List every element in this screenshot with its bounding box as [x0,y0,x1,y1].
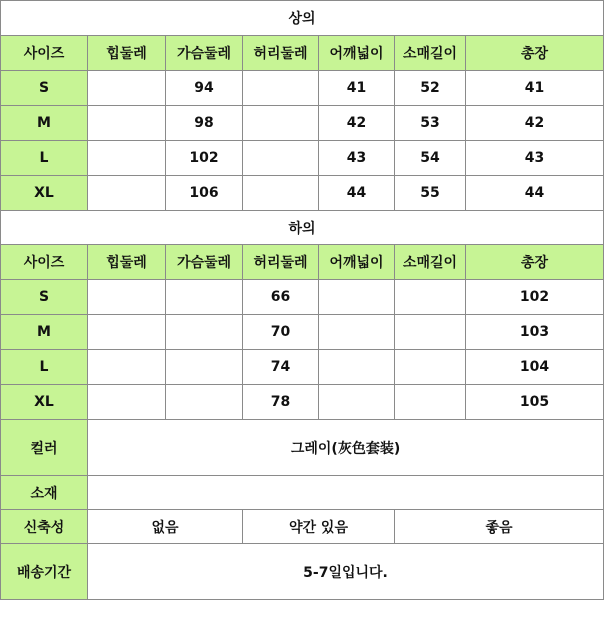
cell-sleeve [395,385,466,420]
cell-sleeve: 52 [395,71,466,106]
cell-chest: 94 [166,71,243,106]
delivery-label: 배송기간 [1,544,88,600]
size-label: S [1,71,88,106]
bottom-header-row [1,245,604,280]
bottom-section-title-row [1,211,604,245]
cell-sleeve: 55 [395,176,466,211]
cell-length: 102 [466,280,604,315]
cell-sleeve: 53 [395,106,466,141]
cell-length: 105 [466,385,604,420]
top-header-row [1,36,604,71]
material-value [88,476,604,510]
bottom-header-size: 사이즈 [1,245,88,280]
stretch-option-some: 약간 있음 [243,510,395,544]
cell-shoulder: 42 [319,106,395,141]
cell-sleeve [395,280,466,315]
delivery-row [1,544,604,600]
top-row-l [1,141,604,176]
size-label: S [1,280,88,315]
material-row [1,476,604,510]
cell-sleeve [395,315,466,350]
cell-chest [166,280,243,315]
cell-waist: 66 [243,280,319,315]
stretch-option-none: 없음 [88,510,243,544]
color-row [1,420,604,476]
cell-waist: 70 [243,315,319,350]
size-label: L [1,141,88,176]
cell-shoulder [319,315,395,350]
cell-shoulder: 44 [319,176,395,211]
stretch-option-good: 좋음 [395,510,604,544]
cell-chest: 106 [166,176,243,211]
cell-hip [88,176,166,211]
cell-hip [88,315,166,350]
cell-waist [243,71,319,106]
top-section-title-row [1,1,604,36]
size-label: M [1,106,88,141]
top-header-sleeve: 소매길이 [395,36,466,71]
cell-shoulder [319,350,395,385]
top-header-hip: 힙둘레 [88,36,166,71]
bottom-row-m [1,315,604,350]
top-row-s [1,71,604,106]
bottom-header-sleeve: 소매길이 [395,245,466,280]
size-label: XL [1,385,88,420]
cell-sleeve [395,350,466,385]
bottom-row-l [1,350,604,385]
bottom-header-chest: 가슴둘레 [166,245,243,280]
cell-sleeve: 54 [395,141,466,176]
size-label: L [1,350,88,385]
cell-hip [88,106,166,141]
cell-waist [243,176,319,211]
cell-chest: 98 [166,106,243,141]
top-header-shoulder: 어깨넓이 [319,36,395,71]
bottom-section-title: 하의 [1,211,604,245]
top-section-title: 상의 [1,1,604,36]
cell-hip [88,350,166,385]
cell-chest: 102 [166,141,243,176]
top-header-chest: 가슴둘레 [166,36,243,71]
cell-waist: 78 [243,385,319,420]
cell-shoulder: 41 [319,71,395,106]
top-row-m [1,106,604,141]
color-value: 그레이(灰色套装) [88,420,604,476]
size-label: M [1,315,88,350]
cell-length: 44 [466,176,604,211]
cell-waist: 74 [243,350,319,385]
cell-chest [166,350,243,385]
cell-length: 43 [466,141,604,176]
stretch-label: 신축성 [1,510,88,544]
cell-length: 41 [466,71,604,106]
size-label: XL [1,176,88,211]
top-header-length: 총장 [466,36,604,71]
bottom-row-xl [1,385,604,420]
color-label: 컬러 [1,420,88,476]
bottom-header-hip: 힙둘레 [88,245,166,280]
bottom-header-shoulder: 어깨넓이 [319,245,395,280]
cell-hip [88,385,166,420]
cell-hip [88,141,166,176]
cell-length: 104 [466,350,604,385]
delivery-value: 5-7일입니다. [88,544,604,600]
top-header-size: 사이즈 [1,36,88,71]
cell-waist [243,106,319,141]
cell-shoulder [319,385,395,420]
bottom-header-waist: 허리둘레 [243,245,319,280]
cell-length: 42 [466,106,604,141]
cell-waist [243,141,319,176]
top-header-waist: 허리둘레 [243,36,319,71]
cell-shoulder [319,280,395,315]
bottom-row-s [1,280,604,315]
material-label: 소재 [1,476,88,510]
cell-hip [88,71,166,106]
cell-hip [88,280,166,315]
cell-length: 103 [466,315,604,350]
top-row-xl [1,176,604,211]
bottom-header-length: 총장 [466,245,604,280]
cell-chest [166,315,243,350]
stretch-row [1,510,604,544]
cell-shoulder: 43 [319,141,395,176]
cell-chest [166,385,243,420]
